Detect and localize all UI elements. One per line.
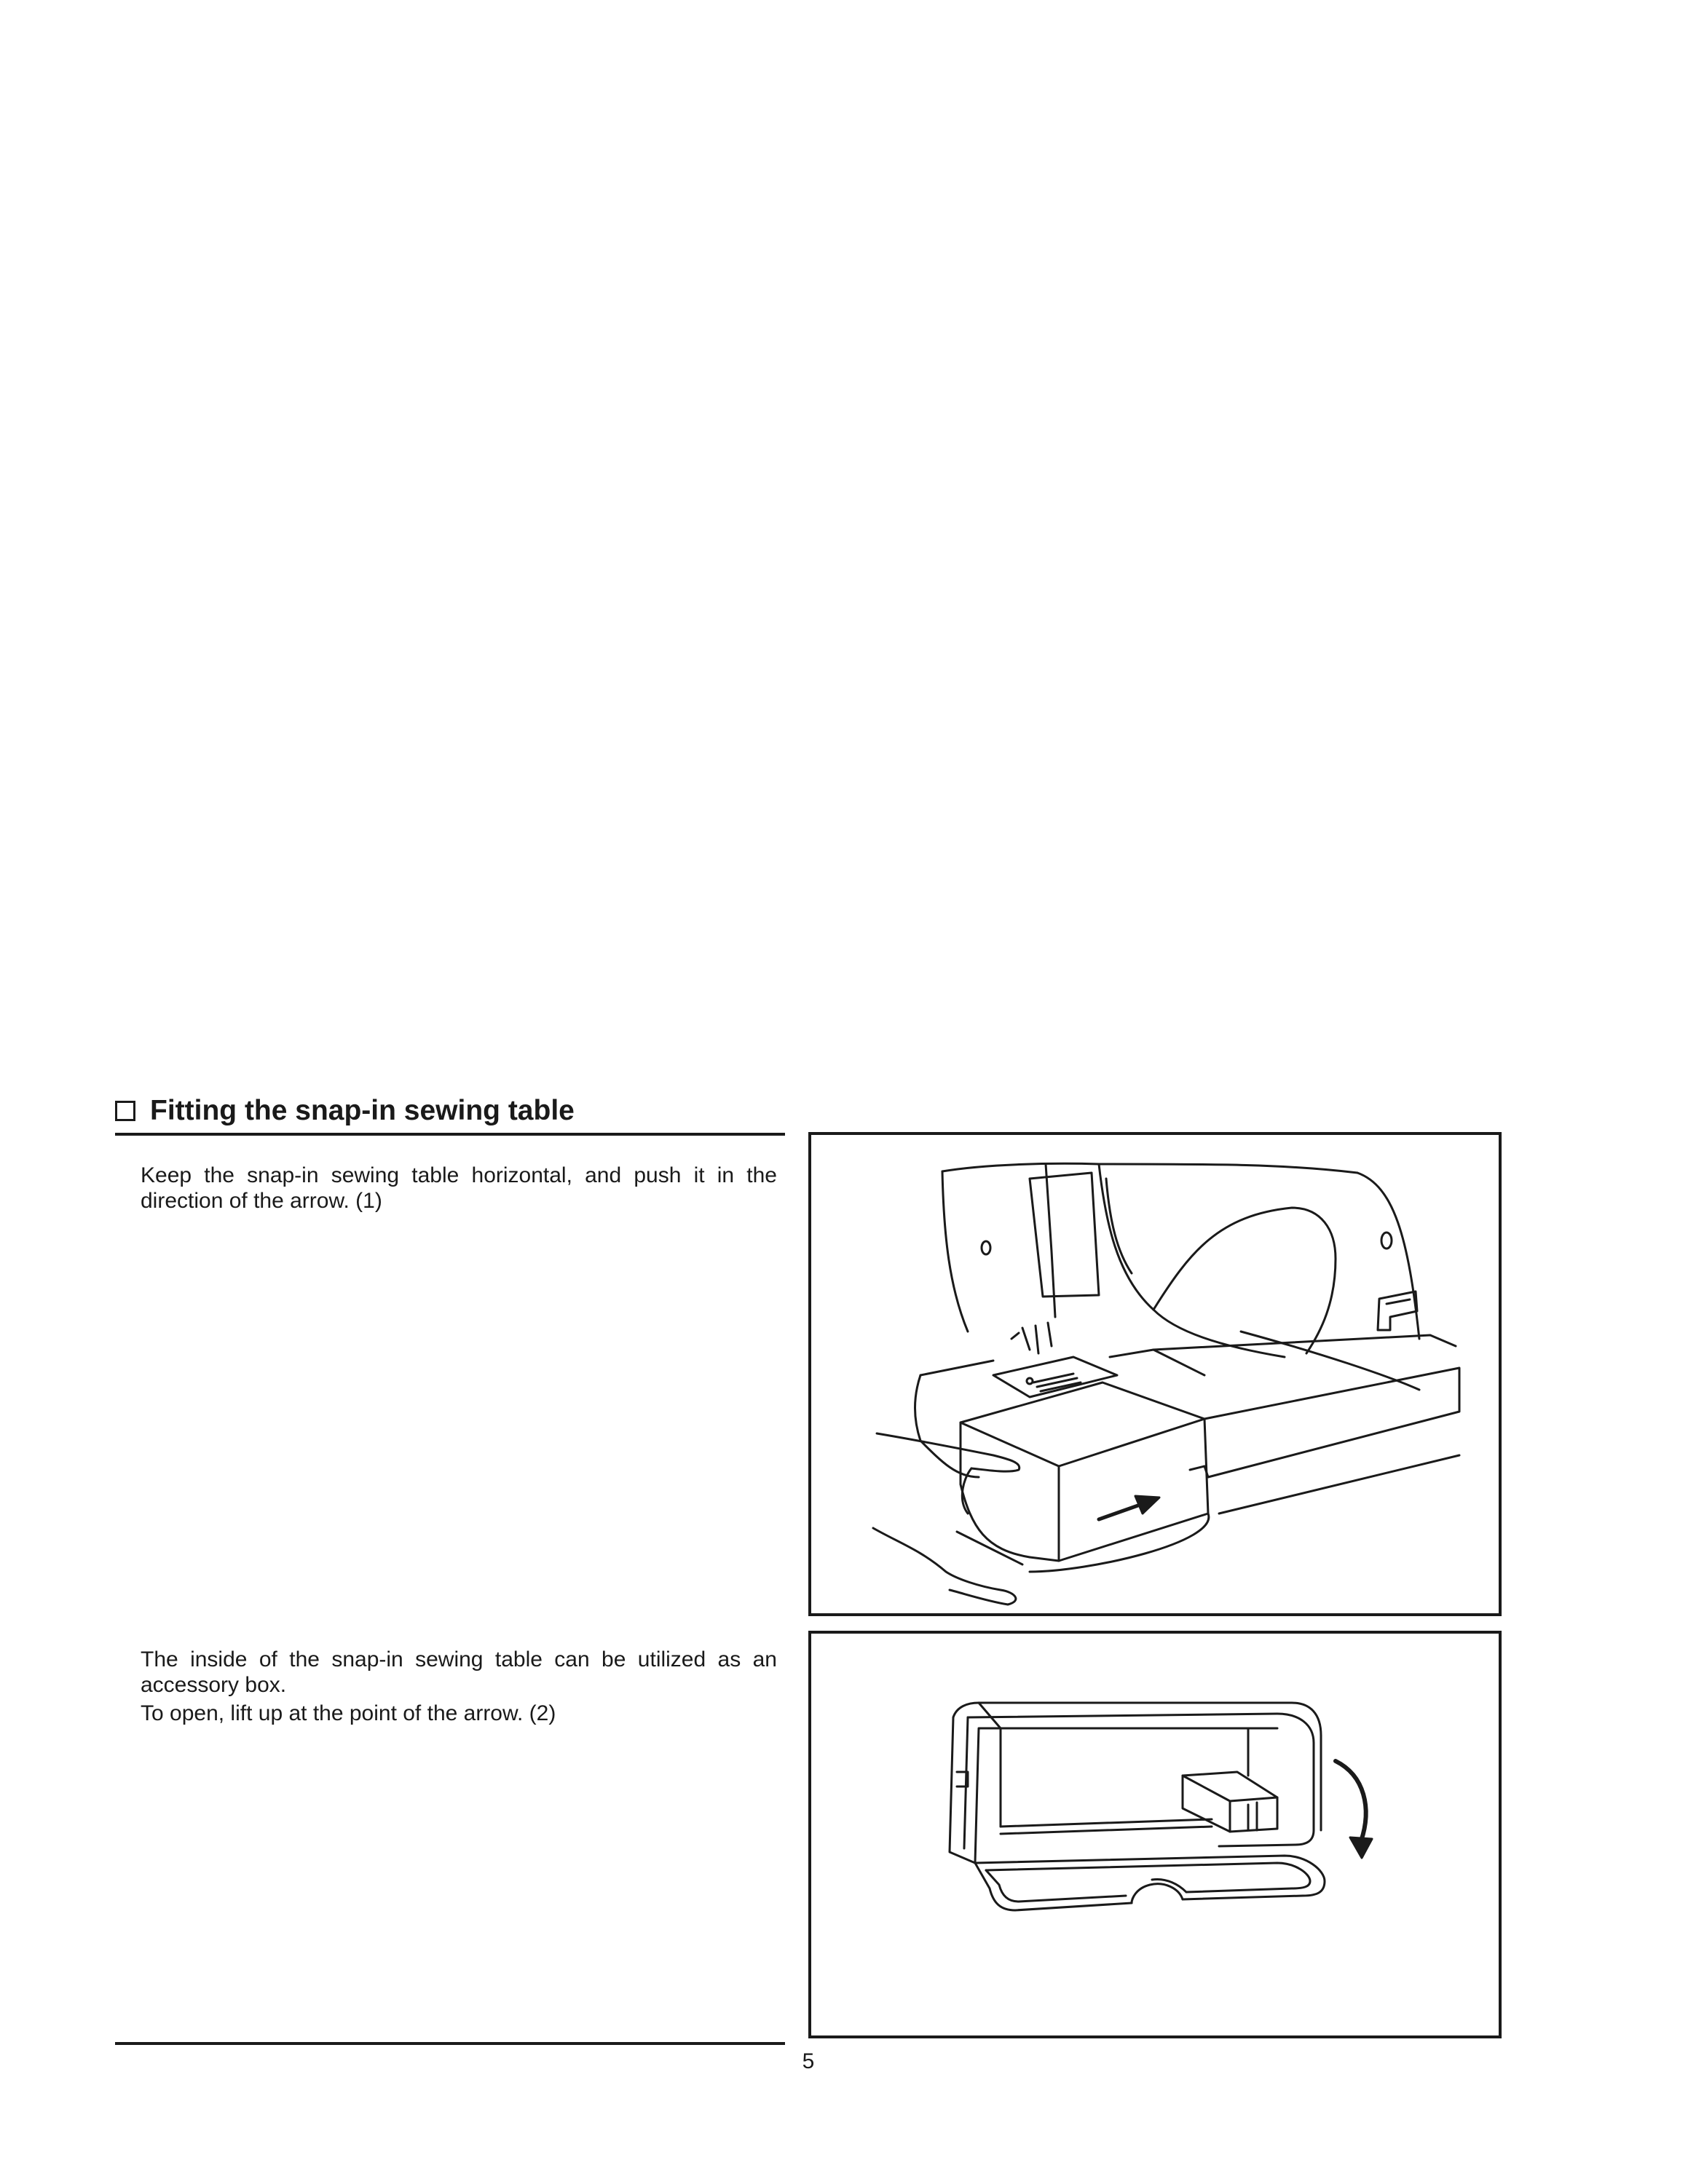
section-heading (115, 1093, 575, 1128)
sewing-machine-illustration (811, 1135, 1499, 1613)
footer-rule (115, 2042, 785, 2045)
page-number: 5 (802, 2049, 815, 2073)
section-title: Fitting the snap-in sewing table (150, 1095, 575, 1126)
figure-fitting-table (808, 1132, 1502, 1616)
figure-accessory-box (808, 1631, 1502, 2038)
accessory-box-illustration (811, 1634, 1499, 2035)
checkbox-icon (115, 1101, 135, 1121)
heading-rule (115, 1133, 785, 1136)
instruction-paragraph-1: Keep the snap-in sewing table horizontal, and push it in the direction of the arrow. (1) (141, 1163, 777, 1213)
instruction-paragraph-2: The inside of the snap-in sewing table can be utilized as an accessory box. (141, 1647, 777, 1697)
instruction-paragraph-3: To open, lift up at the point of the arrow. (2) (141, 1701, 556, 1725)
